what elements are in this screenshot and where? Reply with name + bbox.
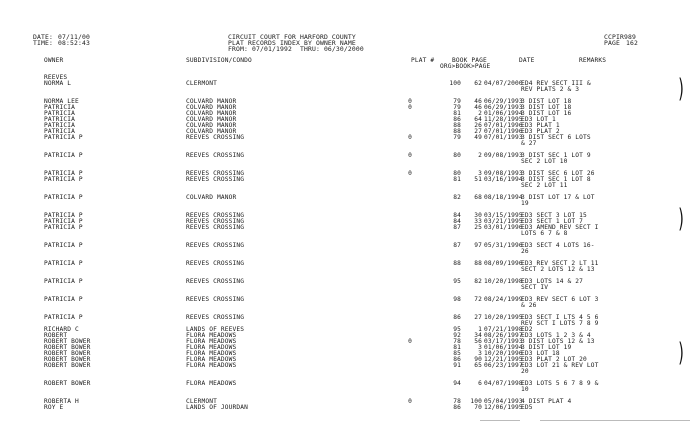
column-header-subdivision: SUBDIVISION/CONDO	[186, 57, 252, 64]
date-cell: 10/20/1995	[484, 314, 523, 321]
remarks-cell: 3 DIST LOT 18	[521, 104, 572, 111]
book-cell: 86	[453, 314, 461, 321]
time-label: TIME:	[33, 39, 53, 47]
date-cell: 05/31/1996	[484, 242, 523, 249]
subdivision-cell: REEVES CROSSING	[186, 218, 245, 225]
page-cell: 100	[470, 398, 482, 405]
date-cell: 03/16/1994	[484, 176, 523, 183]
original-flag-cell: 0	[408, 398, 412, 405]
remarks-cell: REV SCT I LOTS 7 8 9	[521, 320, 599, 327]
date-cell: 12/06/1995	[484, 404, 523, 411]
page-cell: 2	[478, 110, 482, 117]
subdivision-cell: REEVES CROSSING	[186, 212, 245, 219]
remarks-cell: ED5	[521, 404, 533, 411]
remarks-cell: 4 DIST PLAT 4	[521, 398, 572, 405]
owner-cell: PATRICIA	[44, 110, 76, 117]
subdivision-cell: FLORA MEADOWS	[186, 350, 237, 357]
remarks-cell: ED3 SECT 3 LOT 15	[521, 212, 587, 219]
book-cell: 91	[453, 362, 461, 369]
owner-cell: PATRICIA P	[44, 260, 83, 267]
subdivision-cell: LANDS OF REEVES	[186, 326, 245, 333]
page-cell: 51	[474, 176, 482, 183]
page-cell: 82	[474, 278, 482, 285]
remarks-cell: SEC 2 LOT 10	[521, 158, 568, 165]
page-cell: 65	[474, 362, 482, 369]
remarks-cell: 10	[521, 386, 529, 393]
page-cell: 68	[474, 194, 482, 201]
date-cell: 03/17/1993	[484, 338, 523, 345]
page-cell: 26	[474, 122, 482, 129]
owner-cell: REEVES	[44, 74, 68, 81]
remarks-cell: LOTS 6 7 & 8	[521, 230, 568, 237]
column-header-owner: OWNER	[44, 57, 64, 64]
remarks-cell: 20	[521, 368, 529, 375]
subdivision-cell: COLVARD MANOR	[186, 122, 237, 129]
date-cell: 08/24/1999	[484, 296, 523, 303]
date-cell: 01/06/1994	[484, 110, 523, 117]
owner-cell: ROBERT BOWER	[44, 380, 91, 387]
page-cell: 64	[474, 116, 482, 123]
book-cell: 81	[453, 344, 461, 351]
page-cell: 27	[474, 128, 482, 135]
date-value: 07/11/00	[58, 33, 90, 41]
binder-hole-mark-top: )	[678, 74, 684, 104]
remarks-cell: ED3 LOTS 1 2 3 & 4	[521, 332, 591, 339]
column-header-plat: PLAT #	[411, 57, 435, 64]
date-cell: 09/08/1993	[484, 170, 523, 177]
owner-cell: PATRICIA P	[44, 176, 83, 183]
report-title-court: CIRCUIT COURT FOR HARFORD COUNTY	[228, 33, 356, 41]
book-cell: 87	[453, 242, 461, 249]
page-number: 162	[626, 39, 638, 47]
date-cell: 03/15/1995	[484, 212, 523, 219]
remarks-cell: & 26	[521, 302, 537, 309]
date-cell: 04/07/1998	[484, 380, 523, 387]
original-flag-cell: 0	[408, 134, 412, 141]
remarks-cell: ED3 AMEND REV SECT I	[521, 224, 599, 231]
book-cell: 79	[453, 104, 461, 111]
binder-hole-mark-bottom: )	[678, 338, 684, 368]
remarks-cell: ED3 SECT 4 LOTS 16-	[521, 242, 595, 249]
book-cell: 88	[453, 260, 461, 267]
remarks-cell: SECT IV	[521, 284, 549, 291]
book-cell: 92	[453, 332, 461, 339]
book-cell: 79	[453, 98, 461, 105]
page-cell: 27	[474, 314, 482, 321]
date-label: DATE:	[33, 33, 53, 41]
book-cell: 80	[453, 152, 461, 159]
book-cell: 100	[449, 80, 461, 87]
column-header-remarks: REMARKS	[579, 57, 607, 64]
remarks-cell: ED3 SECT 1 LOT 7	[521, 218, 584, 225]
page-cell: 33	[474, 218, 482, 225]
scan-edge-dash	[540, 420, 690, 421]
book-cell: 94	[453, 380, 461, 387]
remarks-cell: ED3 PLAT 1	[521, 122, 560, 129]
date-cell: 03/01/1996	[484, 224, 523, 231]
subdivision-cell: CLERMONT	[186, 80, 218, 87]
remarks-cell: 3 DIST LOT 19	[521, 344, 572, 351]
remarks-cell: 3 DIST SEC 1 LOT 8	[521, 176, 591, 183]
subdivision-cell: FLORA MEADOWS	[186, 380, 237, 387]
owner-cell: ROY E	[44, 404, 64, 411]
book-cell: 78	[453, 338, 461, 345]
book-cell: 82	[453, 194, 461, 201]
remarks-cell: ED3 LOTS 14 & 27	[521, 278, 584, 285]
binder-hole-mark-middle: )	[678, 204, 684, 234]
owner-cell: ROBERT BOWER	[44, 338, 91, 345]
date-cell: 06/29/1993	[484, 98, 523, 105]
remarks-cell: ED3 LOT 21 & REV LOT	[521, 362, 599, 369]
remarks-cell: ED2	[521, 326, 533, 333]
page-cell: 46	[474, 98, 482, 105]
page-label: PAGE	[604, 39, 620, 47]
remarks-cell: 3 DIST LOT 17 & LOT	[521, 194, 595, 201]
page-cell: 3	[478, 170, 482, 177]
book-cell: 88	[453, 122, 461, 129]
original-flag-cell: 0	[408, 170, 412, 177]
date-cell: 06/23/1997	[484, 362, 523, 369]
page-cell: 90	[474, 356, 482, 363]
page-cell: 88	[474, 260, 482, 267]
book-cell: 85	[453, 350, 461, 357]
owner-cell: PATRICIA P	[44, 170, 83, 177]
book-cell: 78	[453, 398, 461, 405]
remarks-cell: ED3 REV SECT 6 LOT 3	[521, 296, 599, 303]
date-cell: 05/04/1993	[484, 398, 523, 405]
remarks-cell: 19	[521, 200, 529, 207]
report-title-index: PLAT RECORDS INDEX BY OWNER NAME	[228, 39, 356, 47]
page-cell: 70	[474, 404, 482, 411]
remarks-cell: ED3 SECT I LTS 4 5 6	[521, 314, 599, 321]
column-header-date: DATE	[519, 57, 535, 64]
subdivision-cell: FLORA MEADOWS	[186, 344, 237, 351]
date-cell: 09/08/1993	[484, 152, 523, 159]
subdivision-cell: FLORA MEADOWS	[186, 332, 237, 339]
date-cell: 08/18/1994	[484, 194, 523, 201]
remarks-cell: 3 DIST LOT 16	[521, 110, 572, 117]
book-cell: 87	[453, 224, 461, 231]
column-header-org-book-page: ORG>BOOK>PAGE	[440, 63, 491, 70]
remarks-cell: 3 DIST SEC 1 LOT 9	[521, 152, 591, 159]
subdivision-cell: COLVARD MANOR	[186, 116, 237, 123]
page-cell: 3	[478, 344, 482, 351]
subdivision-cell: REEVES CROSSING	[186, 152, 245, 159]
owner-cell: PATRICIA	[44, 116, 76, 123]
date-cell: 07/21/1998	[484, 326, 523, 333]
date-cell: 03/21/1995	[484, 218, 523, 225]
remarks-cell: 3 DIST LOTS 12 & 13	[521, 338, 595, 345]
book-cell: 84	[453, 212, 461, 219]
page-cell: 2	[478, 152, 482, 159]
owner-cell: ROBERT BOWER	[44, 356, 91, 363]
page-cell: 3	[478, 350, 482, 357]
date-cell: 11/28/1995	[484, 116, 523, 123]
subdivision-cell: COLVARD MANOR	[186, 104, 237, 111]
page-cell: 34	[474, 332, 482, 339]
remarks-cell: ED3 LOTS 5 6 7 8 9 &	[521, 380, 599, 387]
page-cell: 30	[474, 212, 482, 219]
page-cell: 25	[474, 224, 482, 231]
remarks-cell: REV PLATS 2 & 3	[521, 86, 580, 93]
owner-cell: ROBERT BOWER	[44, 344, 91, 351]
owner-cell: PATRICIA	[44, 104, 76, 111]
page-cell: 72	[474, 296, 482, 303]
owner-cell: PATRICIA P	[44, 242, 83, 249]
subdivision-cell: REEVES CROSSING	[186, 314, 245, 321]
subdivision-cell: FLORA MEADOWS	[186, 338, 237, 345]
subdivision-cell: COLVARD MANOR	[186, 110, 237, 117]
date-cell: 04/07/2000	[484, 80, 523, 87]
date-cell: 10/20/1996	[484, 350, 523, 357]
subdivision-cell: REEVES CROSSING	[186, 134, 245, 141]
book-cell: 81	[453, 110, 461, 117]
remarks-cell: ED3 PLAT 2 LOT 20	[521, 356, 587, 363]
owner-cell: NORMA L	[44, 80, 72, 87]
owner-cell: PATRICIA P	[44, 152, 83, 159]
subdivision-cell: COLVARD MANOR	[186, 128, 237, 135]
date-cell: 10/20/1998	[484, 278, 523, 285]
book-cell: 84	[453, 218, 461, 225]
original-flag-cell: 0	[408, 104, 412, 111]
remarks-cell: ED3 REV SECT 2 LT 11	[521, 260, 599, 267]
page-cell: 6	[478, 380, 482, 387]
owner-cell: PATRICIA P	[44, 278, 83, 285]
page-bottom-edge	[0, 420, 700, 421]
date-cell: 07/01/1993	[484, 134, 523, 141]
owner-cell: PATRICIA P	[44, 218, 83, 225]
original-flag-cell: 0	[408, 338, 412, 345]
owner-cell: PATRICIA	[44, 128, 76, 135]
remarks-cell: 26	[521, 248, 529, 255]
subdivision-cell: CLERMONT	[186, 398, 218, 405]
report-date-range: FROM: 07/01/1992 THRU: 06/30/2000	[228, 45, 364, 53]
remarks-cell: 3 DIST SECT 6 LOTS	[521, 134, 591, 141]
subdivision-cell: FLORA MEADOWS	[186, 362, 237, 369]
subdivision-cell: REEVES CROSSING	[186, 296, 245, 303]
book-cell: 79	[453, 134, 461, 141]
date-cell: 07/01/1996	[484, 122, 523, 129]
column-header-book-page: BOOK PAGE	[452, 57, 487, 64]
owner-cell: PATRICIA P	[44, 296, 83, 303]
subdivision-cell: REEVES CROSSING	[186, 242, 245, 249]
remarks-cell: ED3 PLAT 2	[521, 128, 560, 135]
book-cell: 88	[453, 128, 461, 135]
report-id: CCPIR989	[604, 33, 636, 41]
remarks-cell: 3 DIST LOT 18	[521, 98, 572, 105]
owner-cell: RICHARD C	[44, 326, 79, 333]
original-flag-cell: 0	[408, 152, 412, 159]
owner-cell: PATRICIA P	[44, 212, 83, 219]
owner-cell: NORMA LEE	[44, 98, 79, 105]
page-cell: 97	[474, 242, 482, 249]
subdivision-cell: REEVES CROSSING	[186, 260, 245, 267]
book-cell: 81	[453, 176, 461, 183]
subdivision-cell: COLVARD MANOR	[186, 98, 237, 105]
subdivision-cell: COLVARD MANOR	[186, 194, 237, 201]
owner-cell: PATRICIA P	[44, 314, 83, 321]
page-cell: 56	[474, 338, 482, 345]
remarks-cell: 3 DIST SEC 6 LOT 26	[521, 170, 595, 177]
page-cell: 1	[478, 326, 482, 333]
book-cell: 80	[453, 170, 461, 177]
owner-cell: PATRICIA	[44, 122, 76, 129]
owner-cell: ROBERTA H	[44, 398, 79, 405]
owner-cell: ROBERT BOWER	[44, 362, 91, 369]
subdivision-cell: REEVES CROSSING	[186, 224, 245, 231]
book-cell: 86	[453, 404, 461, 411]
page-cell: 49	[474, 134, 482, 141]
remarks-cell: ED3 LOT 18	[521, 350, 560, 357]
page-cell: 46	[474, 104, 482, 111]
owner-cell: ROBERT BOWER	[44, 350, 91, 357]
date-cell: 12/21/1995	[484, 356, 523, 363]
time-value: 08:52:43	[58, 39, 90, 47]
subdivision-cell: REEVES CROSSING	[186, 176, 245, 183]
remarks-cell: & 27	[521, 140, 537, 147]
owner-cell: PATRICIA P	[44, 224, 83, 231]
owner-cell: ROBERT	[44, 332, 68, 339]
subdivision-cell: REEVES CROSSING	[186, 170, 245, 177]
page-cell: 62	[474, 80, 482, 87]
date-cell: 07/01/1996	[484, 128, 523, 135]
date-cell: 08/09/1996	[484, 260, 523, 267]
owner-cell: PATRICIA P	[44, 194, 83, 201]
subdivision-cell: LANDS OF JOURDAN	[186, 404, 249, 411]
subdivision-cell: REEVES CROSSING	[186, 278, 245, 285]
book-cell: 86	[453, 116, 461, 123]
book-cell: 95	[453, 326, 461, 333]
book-cell: 86	[453, 356, 461, 363]
remarks-cell: ED3 LOT 1	[521, 116, 556, 123]
owner-cell: PATRICIA P	[44, 134, 83, 141]
original-flag-cell: 0	[408, 98, 412, 105]
book-cell: 98	[453, 296, 461, 303]
remarks-cell: SECT 2 LOTS 12 & 13	[521, 266, 595, 273]
subdivision-cell: FLORA MEADOWS	[186, 356, 237, 363]
date-cell: 01/06/1994	[484, 344, 523, 351]
date-cell: 06/29/1993	[484, 104, 523, 111]
scan-edge-dash	[480, 420, 520, 421]
remarks-cell: SEC 2 LOT 11	[521, 182, 568, 189]
book-cell: 95	[453, 278, 461, 285]
date-cell: 08/26/1997	[484, 332, 523, 339]
remarks-cell: ED4 REV SECT III &	[521, 80, 591, 87]
